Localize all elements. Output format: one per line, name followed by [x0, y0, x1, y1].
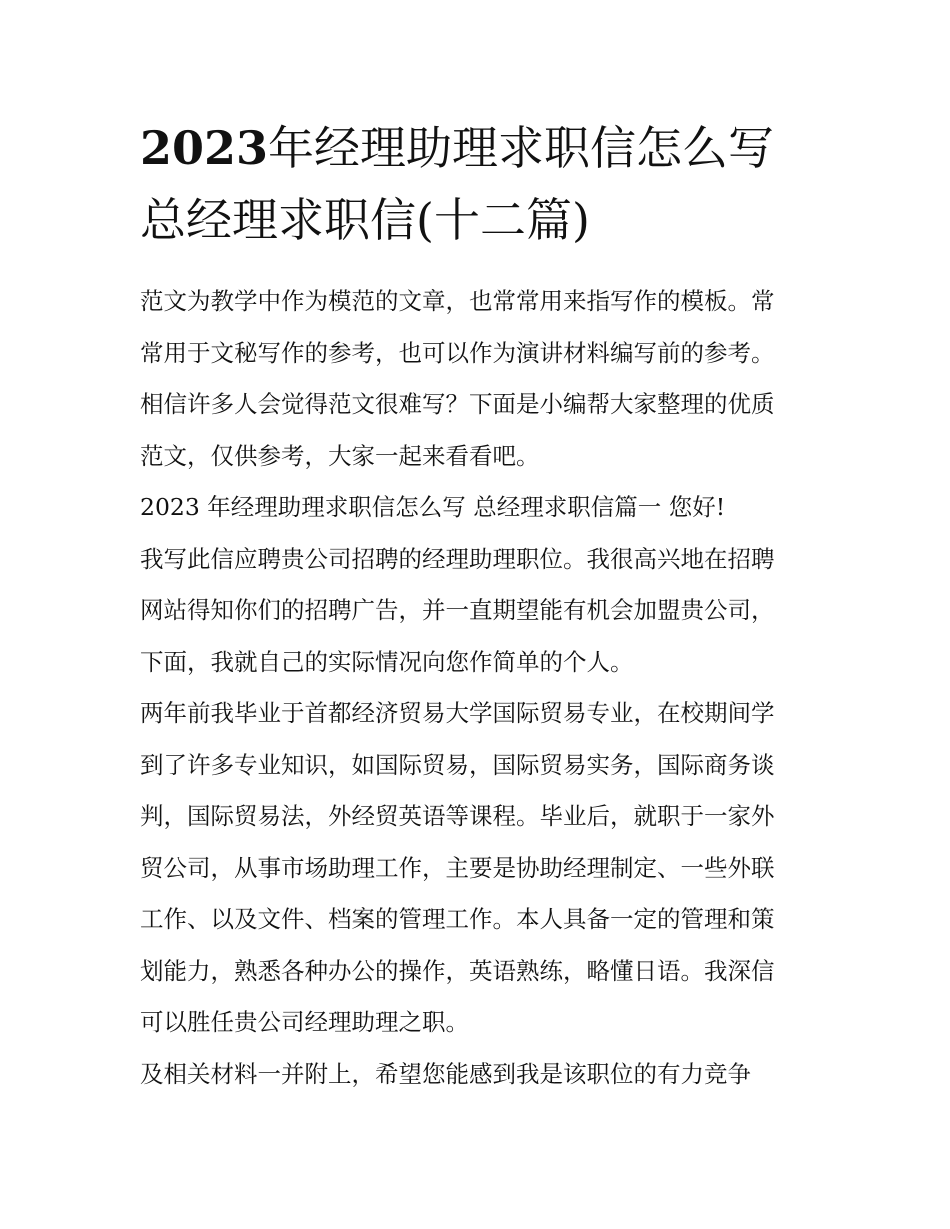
- text-line: 贸公司，从事市场助理工作，主要是协助经理制定、一些外联: [140, 853, 775, 882]
- paragraph-closing: [140, 1049, 820, 1101]
- paragraph-background: [140, 688, 820, 1049]
- text-line: 两年前我毕业于首都经济贸易大学国际贸易专业，在校期间学: [140, 699, 775, 727]
- text-line: 工作、以及文件、档案的管理工作。本人具备一定的管理和策: [140, 905, 775, 933]
- title-line-1: [140, 112, 820, 184]
- paragraph-heading: [140, 482, 820, 534]
- text-line: 网站得知你们的招聘广告，并一直期望能有机会加盟贵公司，: [140, 596, 775, 624]
- paragraph-intro: [140, 276, 820, 482]
- document-title: [140, 112, 820, 256]
- text-line: 相信许多人会觉得范文很难写？下面是小编帮大家整理的优质: [140, 390, 775, 418]
- text-line: 范文，仅供参考，大家一起来看看吧。: [140, 441, 540, 470]
- title-year: 2023: [140, 121, 269, 175]
- text-line: 范文为教学中作为模范的文章，也常常用来指写作的模板。常: [140, 287, 775, 315]
- text-line: 2023 年经理助理求职信怎么写 总经理求职信篇一 您好!: [140, 493, 726, 521]
- document-body: [140, 276, 820, 1100]
- text-line: 及相关材料一并附上，希望您能感到我是该职位的有力竞争: [140, 1059, 751, 1088]
- text-line: 到了许多专业知识，如国际贸易，国际贸易实务，国际商务谈: [140, 750, 775, 779]
- text-line: 常用于文秘写作的参考，也可以作为演讲材料编写前的参考。: [140, 338, 775, 367]
- paragraph-application: [140, 534, 820, 689]
- title-line-1-text: 年经理助理求职信怎么写: [268, 121, 775, 175]
- text-line: 我写此信应聘贵公司招聘的经理助理职位。我很高兴地在招聘: [140, 544, 775, 573]
- text-line: 下面，我就自己的实际情况向您作简单的个人。: [140, 647, 634, 676]
- text-line: 判，国际贸易法，外经贸英语等课程。毕业后，就职于一家外: [140, 802, 775, 830]
- text-line: 划能力，熟悉各种办公的操作，英语熟练，略懂日语。我深信: [140, 956, 775, 985]
- title-line-2: 总经理求职信(十二篇): [140, 193, 590, 247]
- text-line: 可以胜任贵公司经理助理之职。: [140, 1008, 469, 1036]
